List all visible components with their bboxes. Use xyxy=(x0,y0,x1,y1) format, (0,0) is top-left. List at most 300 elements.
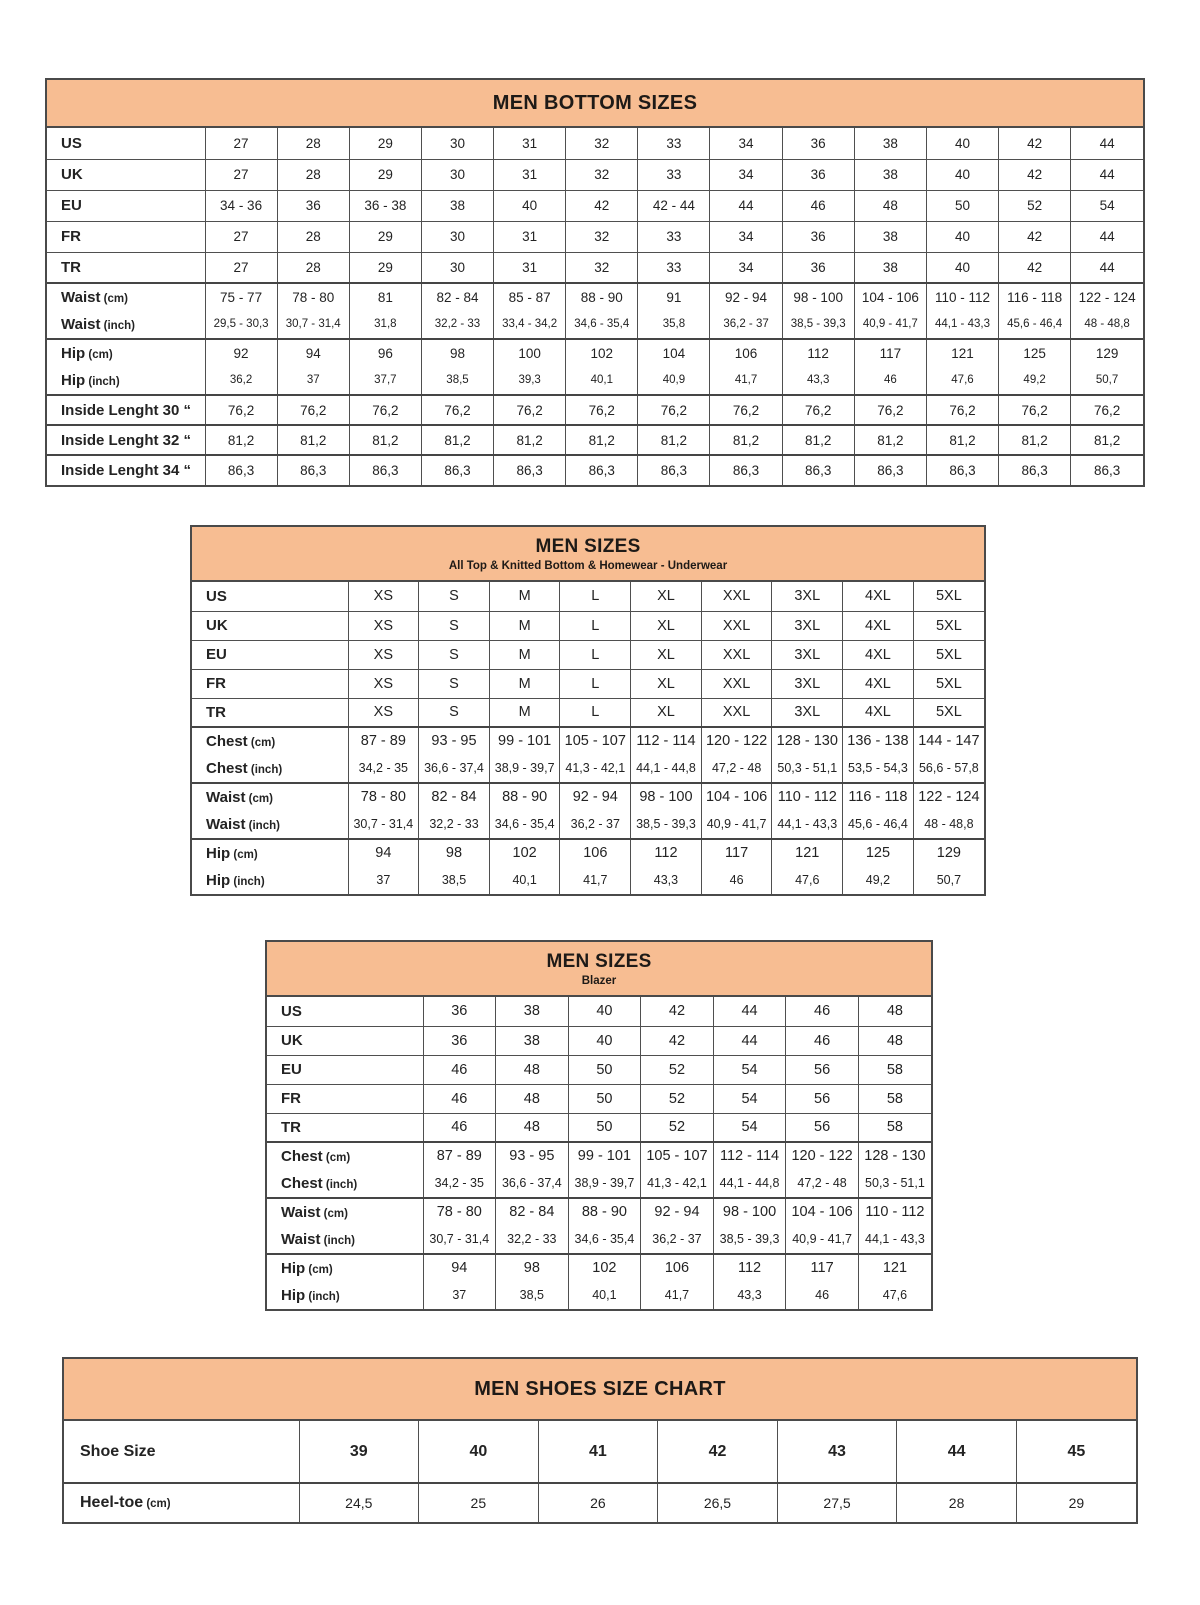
table-row xyxy=(267,1142,931,1198)
value-cell: 46 xyxy=(423,1084,496,1113)
table-subtitle: Blazer xyxy=(581,974,617,987)
value-cell: 36 xyxy=(782,221,854,252)
value-cell: 56 xyxy=(786,1113,859,1142)
value-cell: 104 - 106 40,9 - 41,7 xyxy=(854,283,926,339)
row-label-cm: Hip (cm) xyxy=(206,845,258,862)
value-cell: 42 - 44 xyxy=(638,190,710,221)
value-cell: 117 46 xyxy=(854,339,926,395)
value-cell: 105 - 107 41,3 - 42,1 xyxy=(641,1142,714,1198)
table-row xyxy=(267,1026,931,1055)
row-label: UK xyxy=(47,159,205,190)
value-cell: 44 xyxy=(1071,128,1143,159)
value-cell: 76,2 xyxy=(349,395,421,425)
value-cell: 96 37,7 xyxy=(349,339,421,395)
value-cell: 78 - 80 30,7 - 31,4 xyxy=(277,283,349,339)
value-cell: 28 xyxy=(277,128,349,159)
value-cell: 52 xyxy=(641,1113,714,1142)
value-cell: 34 xyxy=(710,252,782,283)
value-cell: 44 xyxy=(713,1026,786,1055)
table-row xyxy=(192,611,984,640)
value-cell: 86,3 xyxy=(421,455,493,485)
value-cell: 116 - 118 45,6 - 46,4 xyxy=(999,283,1071,339)
row-label-cm: Waist (cm) xyxy=(206,789,273,806)
value-cell: 50 xyxy=(568,1084,641,1113)
value-cell: 81,2 xyxy=(710,425,782,455)
value-cell: 5XL xyxy=(913,698,984,727)
value-cell: 46 xyxy=(786,1026,859,1055)
value-cell: 3XL xyxy=(772,698,843,727)
row-label: UK xyxy=(192,611,348,640)
value-cell: 3XL xyxy=(772,669,843,698)
value-cell: 128 - 130 50,3 - 51,1 xyxy=(858,1142,931,1198)
value-cell: 45 xyxy=(1016,1421,1136,1483)
value-cell: 27 xyxy=(205,159,277,190)
value-cell: 125 49,2 xyxy=(843,839,914,894)
value-cell: 28 xyxy=(897,1483,1017,1522)
value-cell: 92 - 94 36,2 - 37 xyxy=(641,1198,714,1254)
value-cell: 81,2 xyxy=(782,425,854,455)
value-cell: 33 xyxy=(638,128,710,159)
table-row xyxy=(64,1421,1136,1483)
value-cell: 129 50,7 xyxy=(1071,339,1143,395)
value-cell: 76,2 xyxy=(277,395,349,425)
table-row xyxy=(47,339,1143,395)
table-row xyxy=(47,190,1143,221)
value-cell: 44 xyxy=(1071,221,1143,252)
table-header-band xyxy=(267,942,931,997)
value-cell: 121 47,6 xyxy=(858,1254,931,1309)
value-cell: L xyxy=(560,611,631,640)
row-label-inch: Waist (inch) xyxy=(281,1231,355,1248)
value-cell: 42 xyxy=(999,159,1071,190)
men-bottom-sizes-table xyxy=(45,78,1145,487)
value-cell: 98 38,5 xyxy=(421,339,493,395)
value-cell: 42 xyxy=(641,1026,714,1055)
value-cell: 99 - 101 38,9 - 39,7 xyxy=(568,1142,641,1198)
value-cell: 40 xyxy=(419,1421,539,1483)
value-cell: 76,2 xyxy=(205,395,277,425)
value-cell: XL xyxy=(631,669,702,698)
table-row xyxy=(47,159,1143,190)
value-cell: 86,3 xyxy=(999,455,1071,485)
value-cell: 40 xyxy=(926,221,998,252)
row-label-cm: Waist (cm) xyxy=(281,1204,348,1221)
value-cell: XL xyxy=(631,698,702,727)
value-cell: 102 40,1 xyxy=(566,339,638,395)
value-cell: 76,2 xyxy=(854,395,926,425)
value-cell: 81,2 xyxy=(926,425,998,455)
value-cell: XXL xyxy=(701,611,772,640)
value-cell: 76,2 xyxy=(566,395,638,425)
value-cell: 42 xyxy=(999,252,1071,283)
value-cell: 99 - 101 38,9 - 39,7 xyxy=(489,727,560,783)
value-cell: 36 xyxy=(782,252,854,283)
value-cell: 52 xyxy=(999,190,1071,221)
value-cell: 136 - 138 53,5 - 54,3 xyxy=(843,727,914,783)
value-cell: XXL xyxy=(701,582,772,611)
value-cell: 81,2 xyxy=(205,425,277,455)
value-cell: 102 40,1 xyxy=(568,1254,641,1309)
value-cell: XXL xyxy=(701,669,772,698)
row-label: TR xyxy=(267,1113,423,1142)
value-cell: 30 xyxy=(421,252,493,283)
value-cell: XS xyxy=(348,582,419,611)
value-cell: 34 xyxy=(710,128,782,159)
value-cell: 29 xyxy=(349,252,421,283)
value-cell: 88 - 90 34,6 - 35,4 xyxy=(568,1198,641,1254)
value-cell: 81 31,8 xyxy=(349,283,421,339)
value-cell: 41 xyxy=(538,1421,658,1483)
row-label-inch: Hip (inch) xyxy=(61,372,120,389)
row-label: Inside Lenght 30 “ xyxy=(47,395,205,425)
table-title: MEN BOTTOM SIZES xyxy=(492,91,698,114)
value-cell: 50 xyxy=(568,1113,641,1142)
value-cell: 81,2 xyxy=(349,425,421,455)
value-cell: M xyxy=(489,640,560,669)
table-header-band xyxy=(192,527,984,582)
table-row xyxy=(47,128,1143,159)
value-cell: 42 xyxy=(999,221,1071,252)
row-label: EU xyxy=(47,190,205,221)
value-cell: 46 xyxy=(782,190,854,221)
value-cell: 31 xyxy=(494,221,566,252)
value-cell: 93 - 95 36,6 - 37,4 xyxy=(419,727,490,783)
table-title: MEN SIZES xyxy=(546,950,652,972)
value-cell: XL xyxy=(631,611,702,640)
value-cell: 85 - 87 33,4 - 34,2 xyxy=(494,283,566,339)
value-cell: 98 38,5 xyxy=(496,1254,569,1309)
value-cell: 56 xyxy=(786,1084,859,1113)
value-cell: 31 xyxy=(494,159,566,190)
value-cell: 36 xyxy=(277,190,349,221)
value-cell: 93 - 95 36,6 - 37,4 xyxy=(496,1142,569,1198)
value-cell: 106 41,7 xyxy=(560,839,631,894)
table-row xyxy=(192,727,984,783)
value-cell: 87 - 89 34,2 - 35 xyxy=(348,727,419,783)
value-cell: M xyxy=(489,669,560,698)
value-cell: 38 xyxy=(854,252,926,283)
value-cell: 76,2 xyxy=(926,395,998,425)
value-cell: L xyxy=(560,669,631,698)
value-cell: 42 xyxy=(641,997,714,1026)
row-label xyxy=(192,839,348,894)
value-cell: 48 xyxy=(496,1113,569,1142)
row-label: US xyxy=(267,997,423,1026)
value-cell: 110 - 112 44,1 - 43,3 xyxy=(926,283,998,339)
value-cell: 86,3 xyxy=(566,455,638,485)
value-cell: 117 46 xyxy=(786,1254,859,1309)
value-cell: 28 xyxy=(277,221,349,252)
value-cell: 81,2 xyxy=(277,425,349,455)
value-cell: 82 - 84 32,2 - 33 xyxy=(496,1198,569,1254)
value-cell: 34 xyxy=(710,221,782,252)
value-cell: 28 xyxy=(277,159,349,190)
value-cell: 98 - 100 38,5 - 39,3 xyxy=(782,283,854,339)
value-cell: 78 - 80 30,7 - 31,4 xyxy=(348,783,419,839)
value-cell: 40 xyxy=(926,128,998,159)
value-cell: S xyxy=(419,611,490,640)
value-cell: 52 xyxy=(641,1055,714,1084)
row-label: US xyxy=(47,128,205,159)
value-cell: 81,2 xyxy=(854,425,926,455)
value-cell: 36 xyxy=(423,1026,496,1055)
row-label: UK xyxy=(267,1026,423,1055)
value-cell: 56 xyxy=(786,1055,859,1084)
value-cell: XS xyxy=(348,669,419,698)
value-cell: 44 xyxy=(713,997,786,1026)
value-cell: 5XL xyxy=(913,611,984,640)
table-row xyxy=(192,839,984,894)
value-cell: 121 47,6 xyxy=(772,839,843,894)
value-cell: 54 xyxy=(1071,190,1143,221)
row-label xyxy=(47,283,205,339)
value-cell: S xyxy=(419,698,490,727)
row-label xyxy=(267,1198,423,1254)
men-shoes-size-table xyxy=(62,1357,1138,1524)
table-title: MEN SIZES xyxy=(535,535,641,557)
table-row xyxy=(192,669,984,698)
value-cell: 86,3 xyxy=(710,455,782,485)
row-label-cm: Hip (cm) xyxy=(281,1260,333,1277)
value-cell: 4XL xyxy=(843,611,914,640)
value-cell: 81,2 xyxy=(999,425,1071,455)
value-cell: 106 41,7 xyxy=(641,1254,714,1309)
value-cell: 5XL xyxy=(913,582,984,611)
value-cell: 29 xyxy=(1016,1483,1136,1522)
value-cell: L xyxy=(560,698,631,727)
value-cell: XXL xyxy=(701,698,772,727)
value-cell: 88 - 90 34,6 - 35,4 xyxy=(566,283,638,339)
value-cell: 30 xyxy=(421,159,493,190)
value-cell: 112 43,3 xyxy=(713,1254,786,1309)
value-cell: 48 xyxy=(854,190,926,221)
value-cell: 48 xyxy=(858,1026,931,1055)
table-row xyxy=(192,783,984,839)
row-label: TR xyxy=(192,698,348,727)
value-cell: XL xyxy=(631,582,702,611)
value-cell: 94 37 xyxy=(277,339,349,395)
value-cell: 4XL xyxy=(843,640,914,669)
value-cell: 104 - 106 40,9 - 41,7 xyxy=(786,1198,859,1254)
row-label-inch: Chest (inch) xyxy=(206,760,283,777)
value-cell: 54 xyxy=(713,1084,786,1113)
value-cell: 3XL xyxy=(772,640,843,669)
value-cell: 30 xyxy=(421,221,493,252)
row-label-inch: Hip (inch) xyxy=(206,872,265,889)
value-cell: 29 xyxy=(349,221,421,252)
value-cell: 76,2 xyxy=(782,395,854,425)
row-label: EU xyxy=(192,640,348,669)
value-cell: 91 35,8 xyxy=(638,283,710,339)
table-row xyxy=(192,582,984,611)
table-row xyxy=(47,455,1143,485)
value-cell: L xyxy=(560,640,631,669)
value-cell: 27 xyxy=(205,252,277,283)
value-cell: 30 xyxy=(421,128,493,159)
value-cell: 36 - 38 xyxy=(349,190,421,221)
value-cell: 105 - 107 41,3 - 42,1 xyxy=(560,727,631,783)
value-cell: 4XL xyxy=(843,669,914,698)
value-cell: 40 xyxy=(568,997,641,1026)
table-header-band xyxy=(64,1359,1136,1421)
table-row xyxy=(267,1198,931,1254)
row-label xyxy=(192,727,348,783)
value-cell: 104 40,9 xyxy=(638,339,710,395)
value-cell: 42 xyxy=(566,190,638,221)
value-cell: 86,3 xyxy=(1071,455,1143,485)
value-cell: 104 - 106 40,9 - 41,7 xyxy=(701,783,772,839)
value-cell: 5XL xyxy=(913,669,984,698)
value-cell: 50 xyxy=(926,190,998,221)
row-label: EU xyxy=(267,1055,423,1084)
value-cell: M xyxy=(489,698,560,727)
row-label-inch: Hip (inch) xyxy=(281,1287,340,1304)
value-cell: 32 xyxy=(566,128,638,159)
value-cell: 120 - 122 47,2 - 48 xyxy=(786,1142,859,1198)
value-cell: 76,2 xyxy=(999,395,1071,425)
value-cell: 94 37 xyxy=(348,839,419,894)
value-cell: 32 xyxy=(566,221,638,252)
row-label-cm: Hip (cm) xyxy=(61,345,113,362)
row-label: Inside Lenght 34 “ xyxy=(47,455,205,485)
table-row xyxy=(47,252,1143,283)
row-label: Heel-toe (cm) xyxy=(64,1483,299,1522)
value-cell: 86,3 xyxy=(277,455,349,485)
row-label-cm: Chest (cm) xyxy=(281,1148,351,1165)
table-row xyxy=(47,283,1143,339)
value-cell: 3XL xyxy=(772,611,843,640)
value-cell: 4XL xyxy=(843,698,914,727)
row-label: FR xyxy=(47,221,205,252)
value-cell: 38 xyxy=(854,159,926,190)
value-cell: 88 - 90 34,6 - 35,4 xyxy=(489,783,560,839)
value-cell: 40 xyxy=(926,252,998,283)
value-cell: 92 - 94 36,2 - 37 xyxy=(560,783,631,839)
value-cell: 76,2 xyxy=(710,395,782,425)
row-label: TR xyxy=(47,252,205,283)
row-label xyxy=(267,1254,423,1309)
value-cell: XS xyxy=(348,611,419,640)
value-cell: 58 xyxy=(858,1084,931,1113)
value-cell: 44 xyxy=(1071,252,1143,283)
row-label xyxy=(47,339,205,395)
value-cell: 39 xyxy=(299,1421,419,1483)
value-cell: 86,3 xyxy=(494,455,566,485)
table-row xyxy=(267,1055,931,1084)
row-label-cm: Chest (cm) xyxy=(206,733,276,750)
value-cell: 54 xyxy=(713,1055,786,1084)
value-cell: XXL xyxy=(701,640,772,669)
value-cell: 86,3 xyxy=(205,455,277,485)
value-cell: XS xyxy=(348,640,419,669)
value-cell: 31 xyxy=(494,252,566,283)
value-cell: 32 xyxy=(566,159,638,190)
value-cell: 121 47,6 xyxy=(926,339,998,395)
size-grid xyxy=(64,1421,1136,1522)
row-label: Inside Lenght 32 “ xyxy=(47,425,205,455)
value-cell: 75 - 77 29,5 - 30,3 xyxy=(205,283,277,339)
size-grid xyxy=(192,582,984,894)
row-label-inch: Waist (inch) xyxy=(206,816,280,833)
table-row xyxy=(267,1254,931,1309)
value-cell: 44 xyxy=(710,190,782,221)
row-label xyxy=(192,783,348,839)
value-cell: 3XL xyxy=(772,582,843,611)
table-row xyxy=(192,640,984,669)
value-cell: 5XL xyxy=(913,640,984,669)
value-cell: 43 xyxy=(777,1421,897,1483)
value-cell: 36 xyxy=(423,997,496,1026)
value-cell: 82 - 84 32,2 - 33 xyxy=(421,283,493,339)
row-label-inch: Chest (inch) xyxy=(281,1175,358,1192)
size-grid xyxy=(47,128,1143,485)
value-cell: 33 xyxy=(638,221,710,252)
value-cell: 92 36,2 xyxy=(205,339,277,395)
value-cell: 120 - 122 47,2 - 48 xyxy=(701,727,772,783)
value-cell: 81,2 xyxy=(421,425,493,455)
value-cell: 46 xyxy=(423,1113,496,1142)
row-label: FR xyxy=(192,669,348,698)
value-cell: 116 - 118 45,6 - 46,4 xyxy=(843,783,914,839)
value-cell: 82 - 84 32,2 - 33 xyxy=(419,783,490,839)
value-cell: 76,2 xyxy=(494,395,566,425)
value-cell: 54 xyxy=(713,1113,786,1142)
value-cell: 110 - 112 44,1 - 43,3 xyxy=(772,783,843,839)
value-cell: 87 - 89 34,2 - 35 xyxy=(423,1142,496,1198)
value-cell: 112 - 114 44,1 - 44,8 xyxy=(631,727,702,783)
value-cell: 42 xyxy=(999,128,1071,159)
value-cell: 78 - 80 30,7 - 31,4 xyxy=(423,1198,496,1254)
value-cell: 102 40,1 xyxy=(489,839,560,894)
row-label: Shoe Size xyxy=(64,1421,299,1483)
value-cell: 33 xyxy=(638,252,710,283)
value-cell: 76,2 xyxy=(638,395,710,425)
table-row xyxy=(267,1113,931,1142)
value-cell: 36 xyxy=(782,159,854,190)
value-cell: 48 xyxy=(858,997,931,1026)
value-cell: 26 xyxy=(538,1483,658,1522)
row-label-cm: Waist (cm) xyxy=(61,289,128,306)
value-cell: 46 xyxy=(423,1055,496,1084)
value-cell: 28 xyxy=(277,252,349,283)
value-cell: 129 50,7 xyxy=(913,839,984,894)
value-cell: 27 xyxy=(205,221,277,252)
value-cell: 94 37 xyxy=(423,1254,496,1309)
value-cell: 112 43,3 xyxy=(782,339,854,395)
value-cell: 125 49,2 xyxy=(999,339,1071,395)
value-cell: M xyxy=(489,611,560,640)
row-label xyxy=(267,1142,423,1198)
value-cell: 112 - 114 44,1 - 44,8 xyxy=(713,1142,786,1198)
value-cell: 27,5 xyxy=(777,1483,897,1522)
value-cell: 122 - 124 48 - 48,8 xyxy=(913,783,984,839)
value-cell: 76,2 xyxy=(421,395,493,425)
value-cell: 100 39,3 xyxy=(494,339,566,395)
table-row xyxy=(47,425,1143,455)
men-blazer-sizes-table xyxy=(265,940,933,1311)
value-cell: 4XL xyxy=(843,582,914,611)
value-cell: 44 xyxy=(897,1421,1017,1483)
table-row xyxy=(64,1483,1136,1522)
value-cell: 31 xyxy=(494,128,566,159)
row-label: US xyxy=(192,582,348,611)
value-cell: 86,3 xyxy=(638,455,710,485)
size-grid xyxy=(267,997,931,1309)
men-tops-sizes-table xyxy=(190,525,986,896)
value-cell: 50 xyxy=(568,1055,641,1084)
value-cell: 86,3 xyxy=(926,455,998,485)
value-cell: 38 xyxy=(854,128,926,159)
